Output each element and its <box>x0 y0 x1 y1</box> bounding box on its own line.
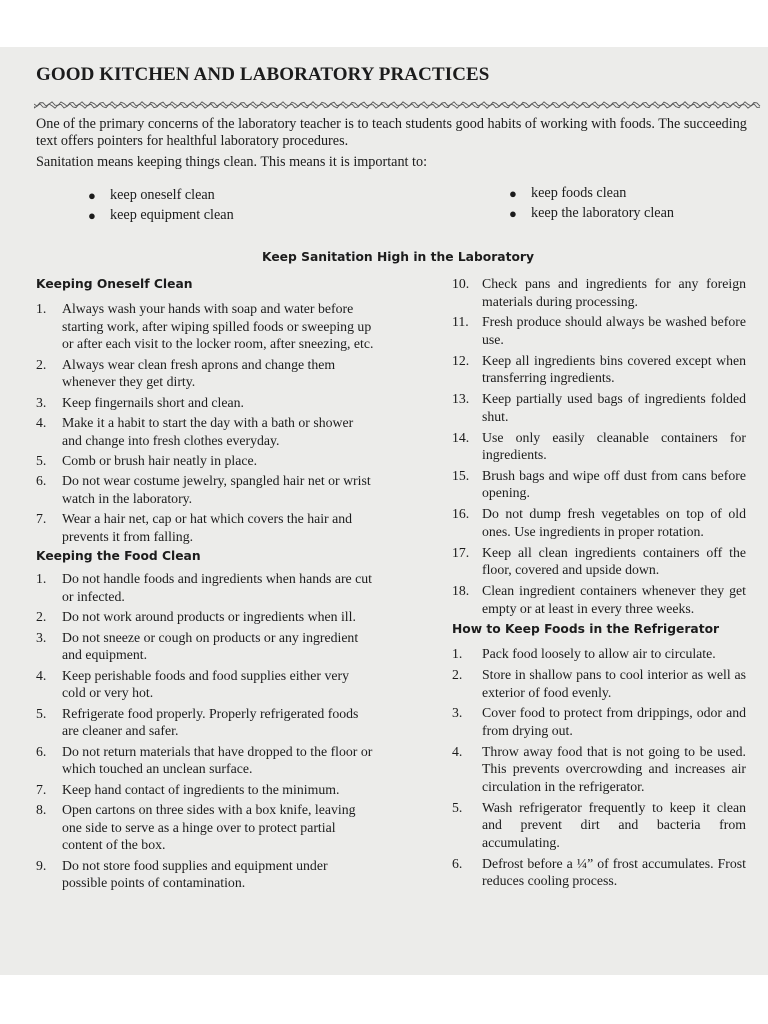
list-item <box>36 801 376 854</box>
item-number: 12. <box>452 352 470 368</box>
item-number: 13. <box>452 391 470 407</box>
item-text: Open cartons on three sides with a box knife, leaving one side to serve as a hinge over to protect partial content of the box. <box>62 802 356 853</box>
item-text: Cover food to protect from drippings, odor and from drying out. <box>482 705 746 738</box>
list-item <box>36 857 376 892</box>
list-item <box>36 667 376 702</box>
list-item <box>452 313 746 348</box>
item-number: 1. <box>452 646 463 662</box>
list-oneself <box>36 300 376 546</box>
list-item <box>452 505 746 540</box>
item-number: 15. <box>452 467 470 483</box>
list-item <box>36 629 376 664</box>
item-number: 3. <box>36 394 47 410</box>
item-text: Do not store food supplies and equipment under possible points of contamination. <box>62 857 328 891</box>
list-item <box>36 743 376 778</box>
item-text: Do not wear costume jewelry, spangled hair net or wrist watch in the laboratory. <box>62 473 371 506</box>
item-number: 11. <box>452 314 469 330</box>
item-number: 5. <box>452 799 463 815</box>
list-item <box>452 666 746 701</box>
document-page <box>0 47 768 975</box>
list-item <box>452 390 746 425</box>
item-number: 4. <box>452 743 463 759</box>
bullet-item: ● keep foods clean <box>505 184 674 204</box>
item-text: Do not dump fresh vegetables on top of old ones. Use ingredients in proper rotation. <box>482 506 746 539</box>
item-text: Fresh produce should always be washed before use. <box>482 314 746 347</box>
item-text: Refrigerate food properly. Properly refrigerated foods are cleaner and safer. <box>62 705 359 739</box>
intro-text <box>36 116 764 171</box>
item-number: 9. <box>36 857 47 873</box>
item-number: 3. <box>36 629 47 645</box>
list-item <box>452 704 746 739</box>
item-text: Keep all ingredients bins covered except when transferring ingredients. <box>482 352 746 386</box>
item-text: Check pans and ingredients for any foreign materials during processing. <box>482 276 746 309</box>
list-item <box>452 544 746 579</box>
list-item <box>452 743 746 796</box>
item-text: Always wash your hands with soap and water before starting work, after wiping spilled foods or sweeping up or after each visit to the locker room, after sneezing, etc. <box>62 301 374 352</box>
item-number: 7. <box>36 511 47 527</box>
item-text: Keep partially used bags of ingredients folded shut. <box>482 391 746 424</box>
list-food-continued <box>452 275 746 617</box>
item-number: 5. <box>36 452 47 468</box>
item-number: 16. <box>452 506 470 522</box>
list-item <box>36 452 376 470</box>
item-text: Throw away food that is not going to be used. This prevents overcrowding and increases air circulation in the refrigerator. <box>482 743 746 794</box>
item-number: 7. <box>36 781 47 797</box>
item-text: Brush bags and wipe off dust from cans before opening. <box>482 467 746 501</box>
item-number: 6. <box>452 855 463 871</box>
bullet-list-left <box>84 186 234 225</box>
item-number: 4. <box>36 667 47 683</box>
sanitation-paragraph: Sanitation means keeping things clean. This means it is important to: <box>36 154 428 170</box>
list-item <box>452 467 746 502</box>
list-item <box>36 414 376 449</box>
item-number: 1. <box>36 301 47 316</box>
list-food <box>36 570 376 891</box>
item-text: Defrost before a ¼” of frost accumulates. Frost reduces cooling process. <box>482 855 746 889</box>
item-number: 17. <box>452 544 470 560</box>
bullet-icon: ● <box>509 205 517 221</box>
bullet-item: ● keep oneself clean <box>84 186 234 206</box>
list-item <box>36 781 376 799</box>
item-number: 8. <box>36 802 47 817</box>
item-text: Keep hand contact of ingredients to the minimum. <box>62 781 340 797</box>
item-number: 18. <box>452 583 470 598</box>
wavy-divider <box>34 100 762 110</box>
list-item <box>36 300 376 353</box>
item-text: Wear a hair net, cap or hat which covers the hair and prevents it from falling. <box>62 511 353 544</box>
list-item <box>36 394 376 412</box>
list-item <box>452 582 746 617</box>
list-item <box>36 472 376 507</box>
item-number: 1. <box>36 571 47 587</box>
list-item <box>452 275 746 310</box>
list-item <box>36 608 376 626</box>
list-item <box>36 705 376 740</box>
heading-food: Keeping the Food Clean <box>36 549 201 564</box>
item-text: Do not return materials that have dropped to the floor or which touched an unclean surface. <box>62 743 373 777</box>
item-text: Clean ingredient containers whenever they get empty or at least in every three weeks. <box>482 583 746 616</box>
item-number: 2. <box>452 666 463 682</box>
item-number: 5. <box>36 705 47 721</box>
heading-refrigerator: How to Keep Foods in the Refrigerator <box>452 622 720 637</box>
list-item <box>36 570 376 605</box>
page-title: GOOD KITCHEN AND LABORATORY PRACTICES <box>36 64 490 85</box>
item-number: 2. <box>36 356 47 372</box>
list-item <box>452 429 746 464</box>
item-text: Do not sneeze or cough on products or any ingredient and equipment. <box>62 629 359 663</box>
list-item <box>36 356 376 391</box>
bullet-list-right <box>505 184 674 223</box>
item-text: Store in shallow pans to cool interior as well as exterior of food evenly. <box>482 666 746 700</box>
list-item <box>452 799 746 852</box>
list-refrigerator <box>452 645 746 890</box>
item-number: 6. <box>36 743 47 759</box>
bullet-item: ● keep equipment clean <box>84 206 234 226</box>
heading-oneself: Keeping Oneself Clean <box>36 277 193 291</box>
list-item <box>452 855 746 890</box>
item-text: Keep fingernails short and clean. <box>62 394 244 410</box>
item-text: Wash refrigerator frequently to keep it clean and prevent dirt and bacteria from accumulating. <box>482 799 746 850</box>
intro-paragraph: One of the primary concerns of the laboratory teacher is to teach students good habits of working with foods. The succeeding text offers pointers for healthful laboratory procedures. <box>36 116 747 149</box>
item-number: 2. <box>36 609 47 625</box>
section-main-heading: Keep Sanitation High in the Laboratory <box>262 250 534 264</box>
item-number: 6. <box>36 473 47 489</box>
list-item <box>452 645 746 663</box>
item-text: Keep perishable foods and food supplies either very cold or very hot. <box>62 667 349 701</box>
item-text: Do not work around products or ingredients when ill. <box>62 609 356 625</box>
bullet-icon: ● <box>509 186 517 201</box>
bullet-icon: ● <box>88 188 96 203</box>
item-text: Use only easily cleanable containers for ingredients. <box>482 429 746 463</box>
item-text: Always wear clean fresh aprons and change them whenever they get dirty. <box>62 356 336 390</box>
bullet-item: ● keep the laboratory clean <box>505 204 674 224</box>
left-column <box>36 276 376 895</box>
item-text: Pack food loosely to allow air to circulate. <box>482 646 716 662</box>
item-number: 3. <box>452 705 463 721</box>
item-text: Make it a habit to start the day with a bath or shower and change into fresh clothes everyday. <box>62 414 354 448</box>
item-text: Comb or brush hair neatly in place. <box>62 452 258 468</box>
item-number: 10. <box>452 276 470 291</box>
list-item <box>452 352 746 387</box>
item-text: Keep all clean ingredients containers off the floor, covered and upside down. <box>482 544 746 578</box>
bullet-icon: ● <box>88 207 96 223</box>
item-number: 4. <box>36 414 47 430</box>
item-text: Do not handle foods and ingredients when hands are cut or infected. <box>62 571 372 604</box>
item-number: 14. <box>452 429 470 445</box>
right-column <box>452 275 746 893</box>
list-item <box>36 510 376 545</box>
